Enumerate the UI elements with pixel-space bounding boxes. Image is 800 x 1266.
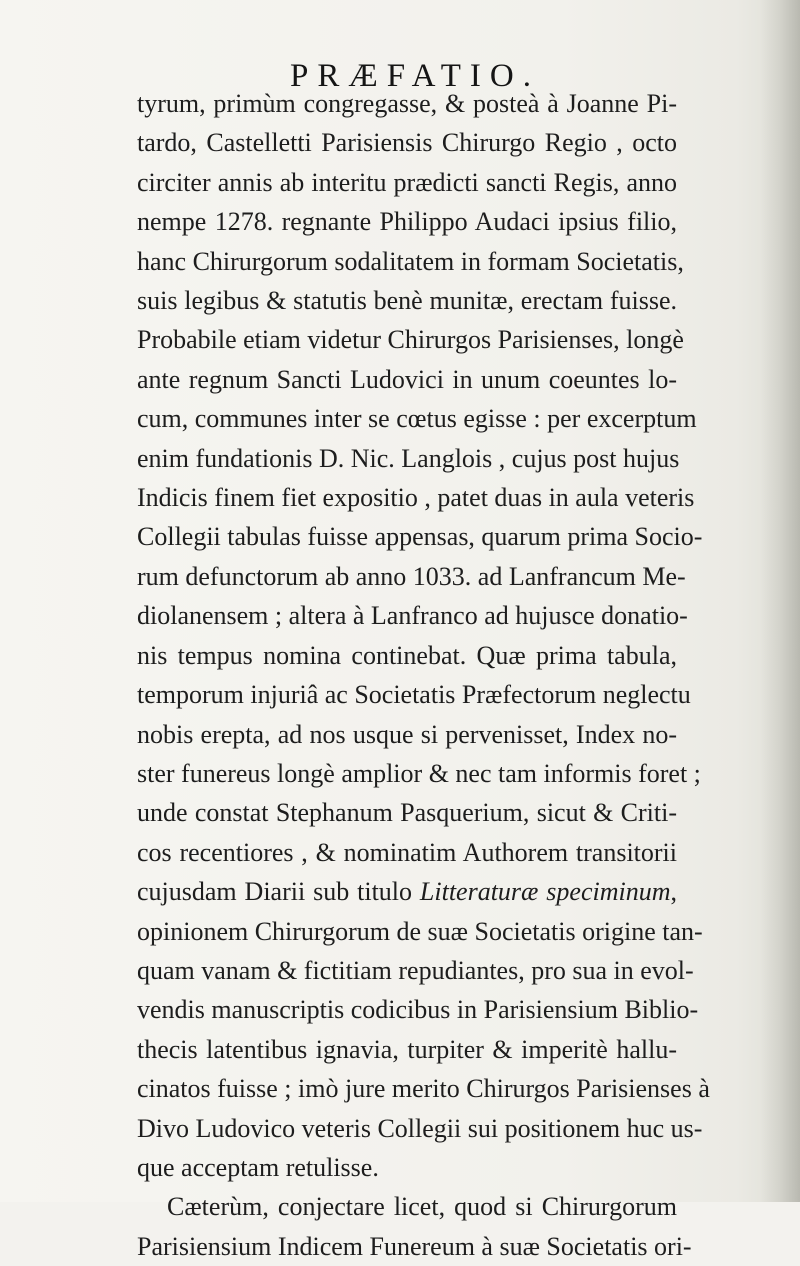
text-line: unde constat Stephanum Pasquerium, sicut & Criti- xyxy=(137,798,677,828)
body-text xyxy=(137,84,710,1266)
text-line: rum defunctorum ab anno 1033. ad Lanfrancum Me- xyxy=(137,561,686,591)
running-header: PRÆFATIO. xyxy=(289,58,540,94)
text-line: que acceptam retulisse. xyxy=(137,1152,379,1182)
text-line: quam vanam & fictitiam repudiantes, pro sua in evol- xyxy=(137,955,694,985)
text-line: nempe 1278. regnante Philippo Audaci ipsius filio, xyxy=(137,207,677,237)
text-line: nis tempus nomina continebat. Quæ prima tabula, xyxy=(137,640,677,670)
text-line: suis legibus & statutis benè munitæ, erectam fuisse. xyxy=(137,286,677,316)
text-line: hanc Chirurgorum sodalitatem in formam Societatis, xyxy=(137,246,684,276)
text-line-with-italic-title xyxy=(137,872,677,911)
text-line: Parisiensium Indicem Funereum à suæ Societatis ori- xyxy=(137,1231,692,1261)
text-fragment: , xyxy=(670,877,677,907)
text-line: cinatos fuisse ; imò jure merito Chirurgos Parisienses à xyxy=(137,1074,710,1104)
text-line: Probabile etiam videtur Chirurgos Parisienses, longè xyxy=(137,325,684,355)
text-line: temporum injuriâ ac Societatis Præfectorum neglectu xyxy=(137,680,691,710)
text-line: ster funereus longè amplior & nec tam informis foret ; xyxy=(137,758,701,788)
italic-title: Litteraturæ speciminum xyxy=(419,877,671,907)
text-line: tyrum, primùm congregasse, & posteà à Joanne Pi- xyxy=(137,89,677,118)
text-line: vendis manuscriptis codicibus in Parisiensium Biblio- xyxy=(137,995,699,1025)
text-line: circiter annis ab interitu prædicti sancti Regis, anno xyxy=(137,167,677,197)
text-line: thecis latentibus ignavia, turpiter & imperitè hallu- xyxy=(137,1034,677,1064)
text-line: diolanensem ; altera à Lanfranco ad hujusce donatio- xyxy=(137,601,688,631)
text-line: nobis erepta, ad nos usque si pervenisset, Index no- xyxy=(137,719,677,749)
text-line: Cæterùm, conjectare licet, quod si Chirurgorum xyxy=(167,1192,677,1222)
text-line: tardo, Castelletti Parisiensis Chirurgo Regio , octo xyxy=(137,128,677,158)
text-line: ante regnum Sancti Ludovici in unum coeuntes lo- xyxy=(137,364,677,394)
page-edge-shadow xyxy=(760,0,800,1202)
text-line: Indicis finem fiet expositio , patet duas in aula veteris xyxy=(137,483,695,513)
text-line: Collegii tabulas fuisse appensas, quarum prima Socio- xyxy=(137,522,703,552)
text-line: cos recentiores , & nominatim Authorem transitorii xyxy=(137,837,677,867)
text-line: opinionem Chirurgorum de suæ Societatis origine tan- xyxy=(137,916,703,946)
text-fragment: cujusdam Diarii sub titulo xyxy=(137,877,413,907)
text-line: cum, communes inter se cœtus egisse : per excerptum xyxy=(137,404,697,434)
text-line: Divo Ludovico veteris Collegii sui positionem huc us- xyxy=(137,1113,703,1143)
text-line: enim fundationis D. Nic. Langlois , cujus post hujus xyxy=(137,443,680,473)
